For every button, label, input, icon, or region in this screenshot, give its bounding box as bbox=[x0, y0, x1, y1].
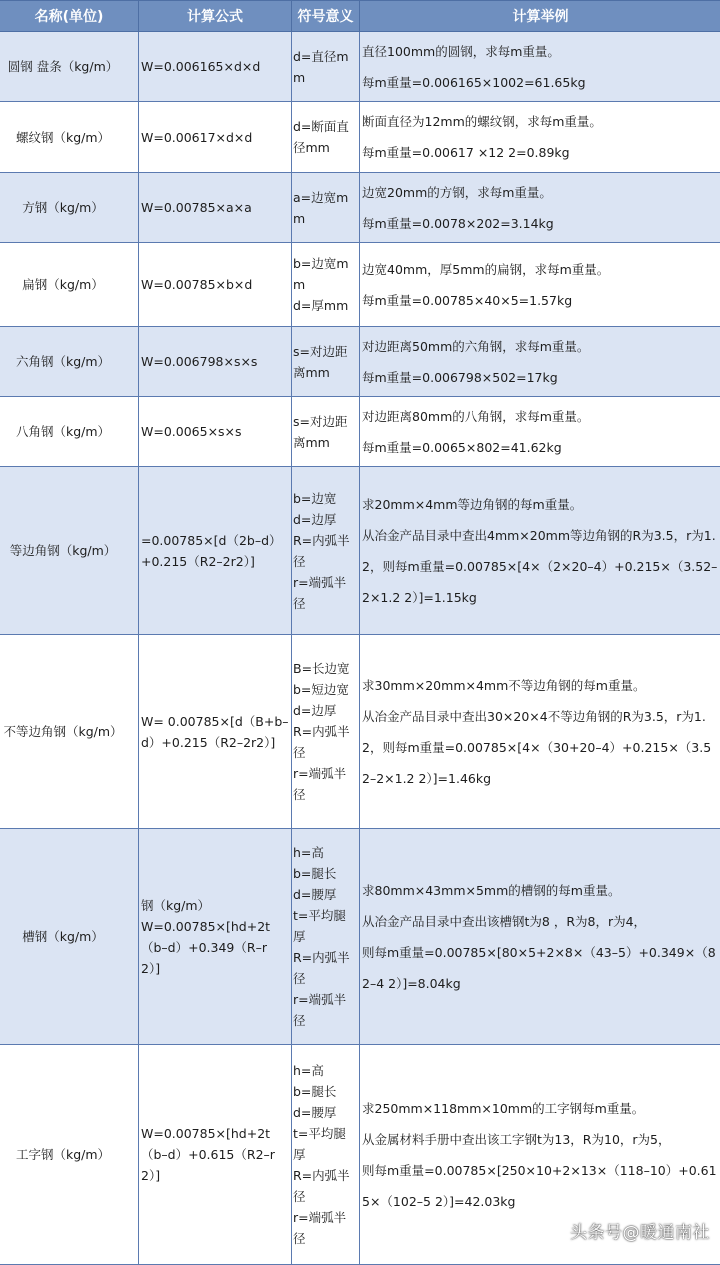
cell-symbol: b=边宽mm d=厚mm bbox=[292, 243, 360, 327]
header-name: 名称(单位) bbox=[0, 1, 139, 32]
cell-name: 扁钢（kg/m） bbox=[0, 243, 139, 327]
table-row bbox=[0, 397, 720, 467]
cell-symbol: h=高 b=腿长 d=腰厚 t=平均腿厚 R=内弧半径 r=端弧半径 bbox=[292, 1045, 360, 1265]
example-line: 每m重量=0.00617 ×12 2=0.89kg bbox=[362, 137, 719, 168]
cell-symbol: b=边宽 d=边厚 R=内弧半径 r=端弧半径 bbox=[292, 467, 360, 635]
cell-symbol: s=对边距离mm bbox=[292, 397, 360, 467]
cell-symbol: h=高 b=腿长 d=腰厚 t=平均腿厚 R=内弧半径 r=端弧半径 bbox=[292, 829, 360, 1045]
table-row bbox=[0, 635, 720, 829]
table-row bbox=[0, 467, 720, 635]
watermark-text: 头条号@暖通南社 bbox=[570, 1218, 710, 1243]
example-line: 从冶金产品目录中查出30×20×4不等边角钢的R为3.5，r为1.2，则每m重量=0.00785×[4×（30+20–4）+0.215×（3.52–2×1.2 2）]=1.46kg bbox=[362, 701, 719, 794]
table-row bbox=[0, 327, 720, 397]
cell-example bbox=[360, 635, 720, 829]
cell-example bbox=[360, 102, 720, 173]
example-line: 每m重量=0.0065×802=41.62kg bbox=[362, 432, 719, 463]
cell-name: 六角钢（kg/m） bbox=[0, 327, 139, 397]
example-line: 求20mm×4mm等边角钢的每m重量。 bbox=[362, 489, 719, 520]
cell-example bbox=[360, 243, 720, 327]
cell-formula: W=0.00785×a×a bbox=[139, 173, 292, 243]
example-line: 边宽40mm，厚5mm的扁钢，求每m重量。 bbox=[362, 254, 719, 285]
example-line: 则每m重量=0.00785×[250×10+2×13×（118–10）+0.615×（102–5 2）]=42.03kg bbox=[362, 1155, 719, 1217]
example-line: 每m重量=0.0078×202=3.14kg bbox=[362, 208, 719, 239]
cell-name: 八角钢（kg/m） bbox=[0, 397, 139, 467]
example-line: 每m重量=0.006798×502=17kg bbox=[362, 362, 719, 393]
cell-example bbox=[360, 397, 720, 467]
example-line: 每m重量=0.00785×40×5=1.57kg bbox=[362, 285, 719, 316]
cell-formula: W=0.00785×b×d bbox=[139, 243, 292, 327]
example-line: 从金属材料手册中查出该工字钢t为13，R为10，r为5， bbox=[362, 1124, 719, 1155]
header-symbol: 符号意义 bbox=[292, 1, 360, 32]
table-row bbox=[0, 829, 720, 1045]
cell-name: 等边角钢（kg/m） bbox=[0, 467, 139, 635]
example-line: 求250mm×118mm×10mm的工字钢每m重量。 bbox=[362, 1093, 719, 1124]
cell-example bbox=[360, 467, 720, 635]
cell-symbol: d=断面直径mm bbox=[292, 102, 360, 173]
cell-example bbox=[360, 32, 720, 102]
example-line: 边宽20mm的方钢，求每m重量。 bbox=[362, 177, 719, 208]
table-row bbox=[0, 32, 720, 102]
table-row bbox=[0, 102, 720, 173]
example-line: 求80mm×43mm×5mm的槽钢的每m重量。 bbox=[362, 875, 719, 906]
example-line: 对边距离80mm的八角钢，求每m重量。 bbox=[362, 401, 719, 432]
cell-formula: 钢（kg/m） W=0.00785×[hd+2t（b–d）+0.349（R–r 2）] bbox=[139, 829, 292, 1045]
example-line: 从冶金产品目录中查出该槽钢t为8 ，R为8，r为4， bbox=[362, 906, 719, 937]
cell-formula: =0.00785×[d（2b–d）+0.215（R2–2r2）] bbox=[139, 467, 292, 635]
example-line: 求30mm×20mm×4mm不等边角钢的每m重量。 bbox=[362, 670, 719, 701]
cell-symbol: a=边宽mm bbox=[292, 173, 360, 243]
cell-name: 方钢（kg/m） bbox=[0, 173, 139, 243]
example-line: 对边距离50mm的六角钢，求每m重量。 bbox=[362, 331, 719, 362]
cell-formula: W= 0.00785×[d（B+b–d）+0.215（R2–2r2）] bbox=[139, 635, 292, 829]
example-line: 每m重量=0.006165×1002=61.65kg bbox=[362, 67, 719, 98]
wechat-icon bbox=[540, 1222, 560, 1242]
table-header-row bbox=[0, 1, 720, 32]
cell-name: 槽钢（kg/m） bbox=[0, 829, 139, 1045]
cell-example bbox=[360, 829, 720, 1045]
cell-name: 不等边角钢（kg/m） bbox=[0, 635, 139, 829]
example-line: 直径100mm的圆钢，求每m重量。 bbox=[362, 36, 719, 67]
cell-formula: W=0.006798×s×s bbox=[139, 327, 292, 397]
header-formula: 计算公式 bbox=[139, 1, 292, 32]
example-line: 则每m重量=0.00785×[80×5+2×8×（43–5）+0.349×（82–4 2）]=8.04kg bbox=[362, 937, 719, 999]
cell-example bbox=[360, 173, 720, 243]
example-line: 断面直径为12mm的螺纹钢，求每m重量。 bbox=[362, 106, 719, 137]
cell-symbol: s=对边距离mm bbox=[292, 327, 360, 397]
cell-formula: W=0.00785×[hd+2t（b–d）+0.615（R2–r2）] bbox=[139, 1045, 292, 1265]
cell-formula: W=0.00617×d×d bbox=[139, 102, 292, 173]
cell-name: 圆钢 盘条（kg/m） bbox=[0, 32, 139, 102]
table-row bbox=[0, 243, 720, 327]
table-row bbox=[0, 173, 720, 243]
header-example: 计算举例 bbox=[360, 1, 720, 32]
cell-symbol: B=长边宽 b=短边宽 d=边厚 R=内弧半径 r=端弧半径 bbox=[292, 635, 360, 829]
cell-name: 工字钢（kg/m） bbox=[0, 1045, 139, 1265]
example-line: 从冶金产品目录中查出4mm×20mm等边角钢的R为3.5，r为1.2，则每m重量=0.00785×[4×（2×20–4）+0.215×（3.52–2×1.2 2）]=1.15kg bbox=[362, 520, 719, 613]
cell-name: 螺纹钢（kg/m） bbox=[0, 102, 139, 173]
cell-formula: W=0.0065×s×s bbox=[139, 397, 292, 467]
cell-formula: W=0.006165×d×d bbox=[139, 32, 292, 102]
cell-example bbox=[360, 327, 720, 397]
cell-symbol: d=直径mm bbox=[292, 32, 360, 102]
